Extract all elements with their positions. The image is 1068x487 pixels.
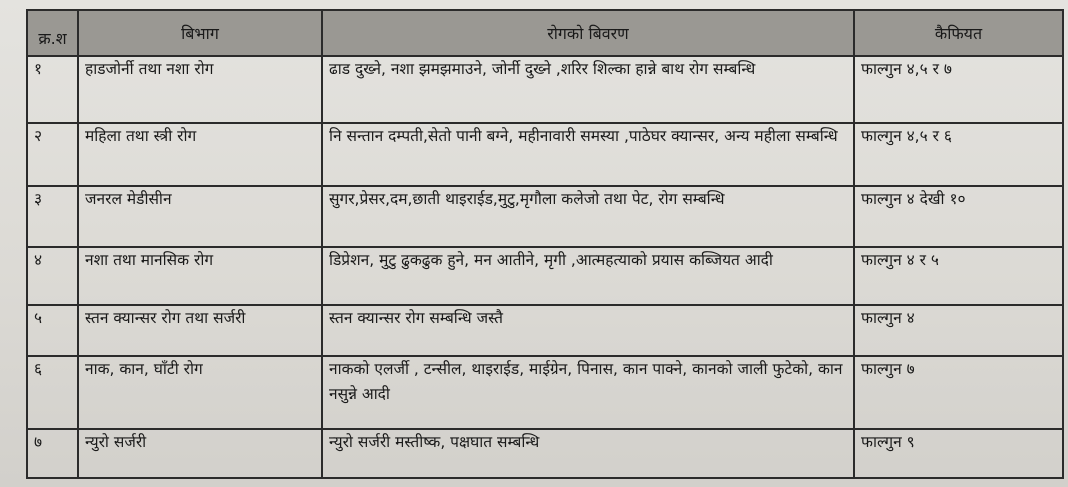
remarks-cell: फाल्गुन ७ <box>854 356 1063 429</box>
serial-cell: ७ <box>27 429 78 478</box>
description-cell: स्तन क्यान्सर रोग सम्बन्धि जस्तै <box>322 305 854 356</box>
serial-cell: ६ <box>27 356 78 429</box>
department-cell: महिला तथा स्त्री रोग <box>78 123 322 186</box>
remarks-cell: फाल्गुन ४,५ र ६ <box>854 123 1063 186</box>
serial-cell: ३ <box>27 186 78 247</box>
description-cell: न्युरो सर्जरी मस्तीष्क, पक्षघात सम्बन्धि <box>322 429 854 478</box>
department-cell: नाक, कान, घाँटी रोग <box>78 356 322 429</box>
department-cell: स्तन क्यान्सर रोग तथा सर्जरी <box>78 305 322 356</box>
header-row <box>27 10 1063 56</box>
camp-schedule-table <box>26 9 1064 479</box>
remarks-cell: फाल्गुन ४,५ र ७ <box>854 56 1063 123</box>
department-cell: जनरल मेडीसीन <box>78 186 322 247</box>
header-remarks: कैफियत <box>854 10 1063 56</box>
description-cell: नि सन्तान दम्पती,सेतो पानी बग्ने, महीनावारी समस्या ,पाठेघर क्यान्सर, अन्य महीला सम्बन्धि <box>322 123 854 186</box>
table-row <box>27 56 1063 123</box>
remarks-cell: फाल्गुन ४ देखी १० <box>854 186 1063 247</box>
remarks-cell: फाल्गुन ४ र ५ <box>854 247 1063 305</box>
table-row <box>27 186 1063 247</box>
remarks-cell: फाल्गुन ९ <box>854 429 1063 478</box>
header-department: बिभाग <box>78 10 322 56</box>
department-cell: नशा तथा मानसिक रोग <box>78 247 322 305</box>
table-row <box>27 123 1063 186</box>
serial-cell: ४ <box>27 247 78 305</box>
table-row <box>27 429 1063 478</box>
serial-cell: १ <box>27 56 78 123</box>
description-cell: ढाड दुख्ने, नशा झमझमाउने, जोर्नी दुख्ने ,शरिर शिल्का हान्ने बाथ रोग सम्बन्धि <box>322 56 854 123</box>
description-cell: डिप्रेशन, मुटु ढुकढुक हुने, मन आतीने, मृगी ,आत्महत्याको प्रयास कब्जियत आदी <box>322 247 854 305</box>
table-row <box>27 247 1063 305</box>
remarks-cell: फाल्गुन ४ <box>854 305 1063 356</box>
department-cell: हाडजोर्नी तथा नशा रोग <box>78 56 322 123</box>
serial-cell: ५ <box>27 305 78 356</box>
table-row <box>27 305 1063 356</box>
table-row <box>27 356 1063 429</box>
description-cell: सुगर,प्रेसर,दम,छाती थाइराईड,मुटु,मृगौला कलेजो तथा पेट, रोग सम्बन्धि <box>322 186 854 247</box>
header-serial: क्र.श <box>27 10 78 56</box>
department-cell: न्युरो सर्जरी <box>78 429 322 478</box>
serial-cell: २ <box>27 123 78 186</box>
header-description: रोगको बिवरण <box>322 10 854 56</box>
description-cell: नाकको एलर्जी , टन्सील, थाइराईड, माईग्रेन, पिनास, कान पाक्ने, कानको जाली फुटेको, कान नसुन्ने आदी <box>322 356 854 429</box>
